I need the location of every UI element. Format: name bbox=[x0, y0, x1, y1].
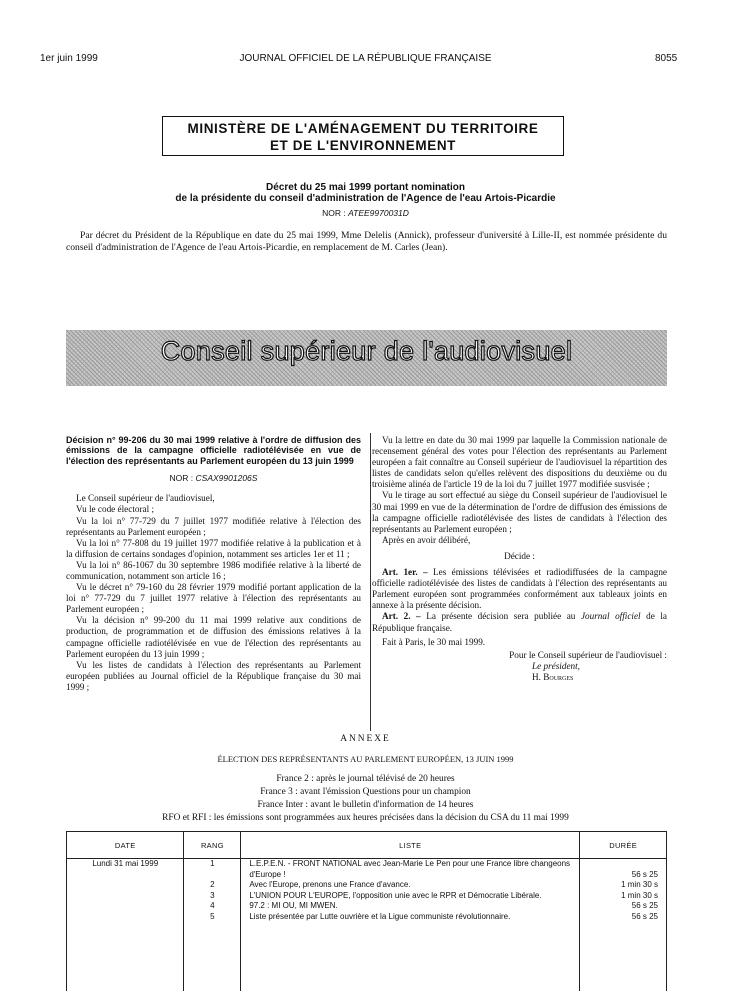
liste-value: Liste présentée par Lutte ouvrière et la Ligue communiste révolutionnaire. bbox=[249, 911, 511, 921]
annexe-line: France 2 : après le journal télévisé de 20 heures bbox=[276, 774, 455, 784]
article-2-text-b: de la République française. bbox=[372, 611, 668, 633]
decision-nor bbox=[66, 473, 361, 484]
annexe-line: France 3 : avant l'émission Questions pour un champion bbox=[260, 787, 471, 797]
visa-paragraph: Vu la lettre en date du 30 mai 1999 par laquelle la Commission nationale de recensement général des votes pour l'élection des représentants au Parlement européen a fait connaître au Conseil supérieur de l'audiovisuel la répartition des listes de candidats selon qu'elles relèvent des dispositions du deuxième ou du troisième alinéa de l'article 19 de la loi du 7 juillet 1977 modifiée susvisée ; bbox=[372, 435, 667, 490]
visa-paragraph: Vu la loi n° 77-729 du 7 juillet 1977 modifiée relative à l'élection des représentants au Parlement européen ; bbox=[66, 515, 361, 537]
article-2-text-italic: Journal officiel bbox=[580, 611, 641, 622]
article-1 bbox=[372, 567, 667, 611]
rang-value: 1 bbox=[210, 859, 215, 868]
decree-nor-code: ATEE9970031D bbox=[348, 208, 409, 218]
liste-value: L.E.P.E.N. - FRONT NATIONAL avec Jean-Marie Le Pen pour une France libre changeons bbox=[249, 859, 571, 868]
visa-paragraph: Vu la loi n° 77-808 du 19 juillet 1977 modifiée relative à la publication et à la diffusion de certains sondages d'opinion, notamment ses articles 1er et 11 ; bbox=[66, 537, 361, 559]
ministry-box bbox=[162, 116, 564, 156]
decree-title-1: Décret du 25 mai 1999 portant nomination bbox=[266, 182, 465, 193]
signature-line-1: Pour le Conseil supérieur de l'audiovisuel : bbox=[509, 649, 667, 660]
decree-nor-label: NOR : bbox=[322, 208, 346, 218]
duree-value: 1 min 30 s bbox=[621, 890, 658, 900]
rang-cell bbox=[184, 859, 241, 991]
decision-title: Décision n° 99-206 du 30 mai 1999 relative à l'ordre de diffusion des émissions de la campagne officielle radiotélévisée en vue de l'élection des représentants au Parlement européen du 13 juin 1999 bbox=[66, 435, 361, 466]
visa-paragraph: Le Conseil supérieur de l'audiovisuel, bbox=[76, 493, 215, 504]
liste-cell bbox=[241, 859, 580, 991]
decide-heading: Décide : bbox=[504, 550, 535, 561]
annexe-line: RFO et RFI : les émissions sont programmées aux heures précisées dans la décision du CSA du 11 mai 1999 bbox=[162, 813, 569, 823]
header-date: 1er juin 1999 bbox=[40, 53, 98, 64]
annexe-subtitle: ÉLECTION DES REPRÉSENTANTS AU PARLEMENT EUROPÉEN, 13 JUIN 1999 bbox=[217, 754, 514, 764]
visa-paragraph: Vu la loi n° 86-1067 du 30 septembre 1986 modifiée relative à la liberté de communication, notamment son article 16 ; bbox=[66, 559, 361, 581]
csa-banner-title: Conseil supérieur de l'audiovisuel bbox=[160, 336, 573, 366]
annexe-title: ANNEXE bbox=[340, 734, 391, 744]
decision-nor-code: CSAX9901206S bbox=[195, 473, 258, 484]
duree-value: 1 min 30 s bbox=[621, 880, 658, 889]
duree-spacer bbox=[580, 859, 658, 870]
signature-line-2: Le président, bbox=[532, 660, 580, 671]
column-header-date: DATE bbox=[67, 832, 184, 859]
decision-nor-label: NOR : bbox=[169, 473, 194, 484]
column-header-rang: RANG bbox=[184, 832, 241, 859]
article-2-text-a: La présente décision sera publiée au bbox=[426, 611, 581, 622]
column-header-duree: DURÉE bbox=[580, 832, 667, 859]
article-2 bbox=[372, 611, 667, 633]
date-cell bbox=[67, 859, 184, 991]
liste-value: 97.2 : MI OU, MI MWEN. bbox=[249, 901, 338, 910]
duree-cell bbox=[580, 859, 667, 991]
visa-paragraph: Vu le code électoral ; bbox=[76, 504, 155, 515]
duree-value: 56 s 25 bbox=[631, 901, 658, 910]
liste-value: Avec l'Europe, prenons une France d'avance. bbox=[249, 880, 411, 889]
rang-value: 5 bbox=[210, 911, 215, 921]
signature-line-3: H. Bourges bbox=[532, 671, 574, 682]
liste-value-continued: d'Europe ! bbox=[249, 869, 286, 879]
ministry-line-1: MINISTÈRE DE L'AMÉNAGEMENT DU TERRITOIRE bbox=[187, 121, 539, 136]
decree-body: Par décret du Président de la République en date du 25 mai 1999, Mme Delelis (Annick), professeur d'université à Lille-II, est nommée présidente du conseil d'administration de l'Agence de l'eau Artois-Picardie, en remplacement de M. Carles (Jean). bbox=[66, 230, 667, 253]
visa-paragraph: Vu le tirage au sort effectué au siège du Conseil supérieur de l'audiovisuel le 30 mai 1999 en vue de la détermination de l'ordre de diffusion des émissions de la campagne officielle radiotélévisée des listes de candidats à l'élection des représentants au Parlement européen ; bbox=[372, 490, 667, 534]
date-value: Lundi 31 mai 1999 bbox=[92, 859, 159, 868]
header-journal: JOURNAL OFFICIEL DE LA RÉPUBLIQUE FRANÇAISE bbox=[239, 53, 492, 64]
ministry-line-2: ET DE L'ENVIRONNEMENT bbox=[269, 138, 457, 153]
article-1-text: Les émissions télévisées et radiodiffusées de la campagne officielle radiotélévisée des listes de candidats à l'élection des représentants au Parlement européen sont programmées conformément aux tableaux joints en annexe à la présente décision. bbox=[372, 567, 667, 611]
rang-value: 3 bbox=[210, 890, 215, 900]
liste-value: L'UNION POUR L'EUROPE, l'opposition unie avec le RPR et Démocratie Libérale. bbox=[249, 890, 542, 900]
visa-paragraph: Vu la décision n° 99-200 du 11 mai 1999 relative aux conditions de production, de programmation et de diffusion des émissions relatives à la campagne officielle radiotélévisée en vue de l'élection des représentants au Parlement européen du 13 juin 1999 ; bbox=[66, 615, 361, 659]
rang-spacer bbox=[184, 870, 240, 881]
visa-paragraph: Après en avoir délibéré, bbox=[382, 534, 471, 545]
article-2-label: Art. 2. – bbox=[382, 611, 421, 622]
visa-paragraph: Vu les listes de candidats à l'élection des représentants au Parlement européen publiées au Journal officiel de la République française du 30 mai 1999 ; bbox=[66, 659, 361, 692]
decision-right-column bbox=[372, 435, 667, 683]
article-1-label: Art. 1er. – bbox=[382, 567, 428, 578]
duree-value: 56 s 25 bbox=[631, 869, 658, 879]
rang-value: 2 bbox=[210, 880, 215, 889]
annexe-line: France Inter : avant le bulletin d'information de 14 heures bbox=[257, 800, 474, 810]
schedule-table bbox=[66, 831, 667, 991]
duree-value: 56 s 25 bbox=[631, 911, 658, 921]
decree-nor bbox=[100, 208, 631, 218]
decree-title-2: de la présidente du conseil d'administration de l'Agence de l'eau Artois-Picardie bbox=[175, 193, 556, 204]
visa-paragraph: Vu le décret n° 79-160 du 28 février 1979 modifié portant application de la loi n° 77-729 du 7 juillet 1977 relative à l'élection des représentants au Parlement européen ; bbox=[66, 582, 361, 615]
header-page-number: 8055 bbox=[655, 53, 678, 64]
rang-value: 4 bbox=[210, 901, 215, 910]
column-header-liste: LISTE bbox=[241, 832, 580, 859]
column-divider bbox=[370, 433, 371, 731]
decision-left-column bbox=[66, 435, 361, 693]
done-at: Fait à Paris, le 30 mai 1999. bbox=[382, 636, 486, 647]
